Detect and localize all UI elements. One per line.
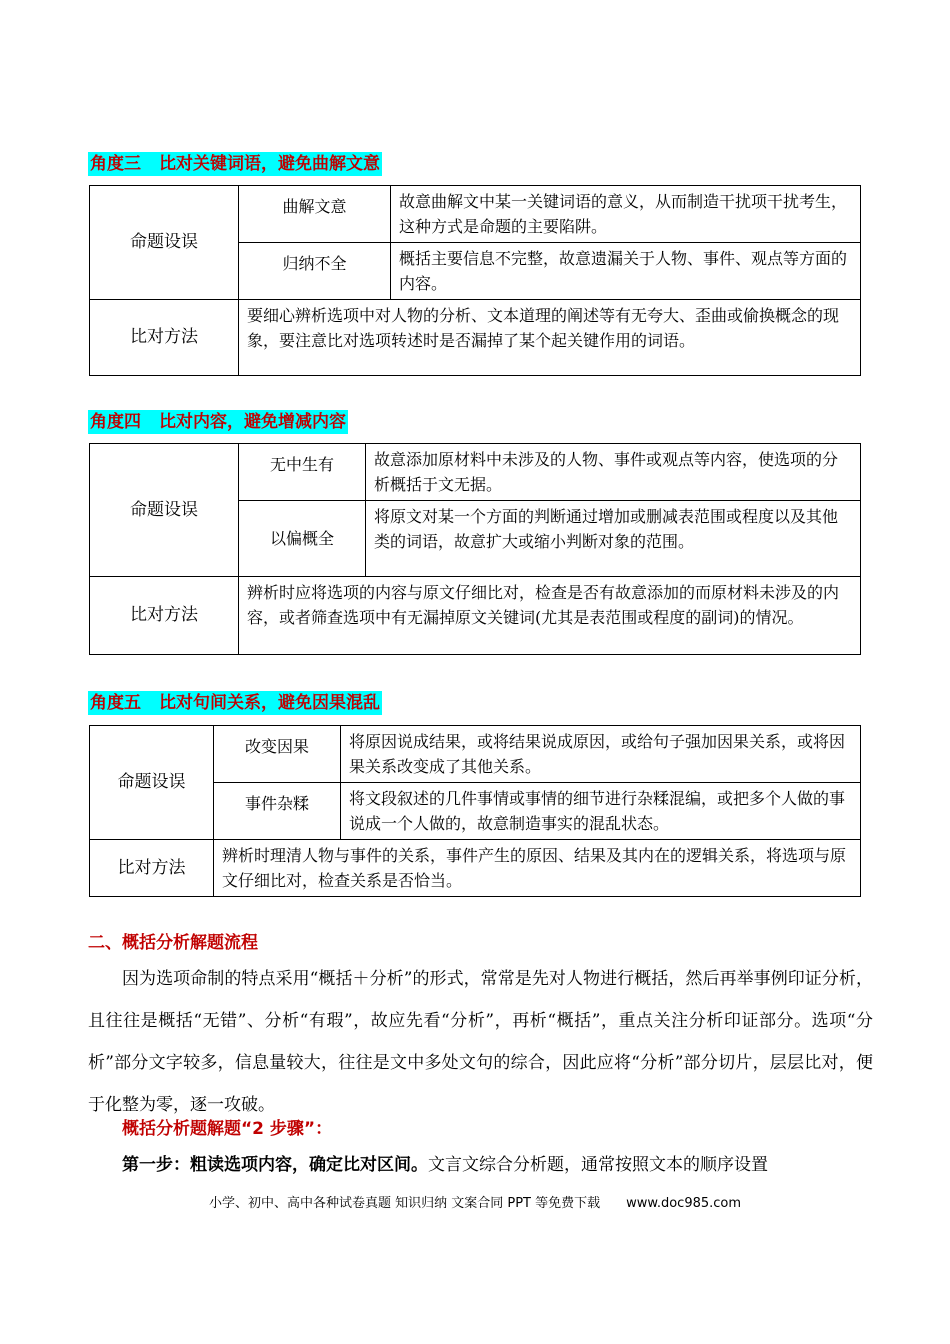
error-type: 曲解文意 bbox=[239, 186, 391, 243]
setup-label: 命题设误 bbox=[90, 186, 239, 300]
section5-table bbox=[89, 725, 861, 897]
section3-subtitle: 比对关键词语，避免曲解文意 bbox=[159, 154, 380, 174]
error-type: 无中生有 bbox=[239, 444, 366, 501]
footer-url[interactable]: www.doc985.com bbox=[626, 1196, 742, 1211]
step1-line bbox=[122, 1150, 768, 1175]
method-label: 比对方法 bbox=[90, 840, 214, 897]
section4-table bbox=[89, 443, 861, 655]
method-label: 比对方法 bbox=[90, 577, 239, 655]
section3-table bbox=[89, 185, 861, 376]
method-description: 要细心辨析选项中对人物的分析、文本道理的阐述等有无夸大、歪曲或偷换概念的现象，要注意比对选项转述时是否漏掉了某个起关键作用的词语。 bbox=[239, 300, 861, 376]
step1-heading: 第一步：粗读选项内容，确定比对区间。 bbox=[122, 1155, 428, 1175]
section5-title: 角度五 bbox=[90, 693, 141, 713]
section4-subtitle: 比对内容，避免增减内容 bbox=[159, 412, 346, 432]
error-description: 故意添加原材料中未涉及的人物、事件或观点等内容，使选项的分析概括于文无据。 bbox=[366, 444, 861, 501]
error-description: 概括主要信息不完整，故意遗漏关于人物、事件、观点等方面的内容。 bbox=[391, 243, 861, 300]
setup-label: 命题设误 bbox=[90, 444, 239, 577]
part2-paragraph: 因为选项命制的特点采用“概括＋分析”的形式，常常是先对人物进行概括，然后再举事例印证分析，且往往是概括“无错”、分析“有瑕”，故应先看“分析”，再析“概括”，重点关注分析印证部分。选项“分析”部分文字较多，信息量较大，往往是文中多处文句的综合，因此应将“分析”部分切片，层层比对，便于化整为零，逐一攻破。 bbox=[88, 969, 873, 1115]
part2-title: 二、概括分析解题流程 bbox=[88, 933, 258, 953]
section3-heading bbox=[88, 152, 382, 176]
step1-text: 文言文综合分析题，通常按照文本的顺序设置 bbox=[428, 1155, 768, 1175]
steps-title: 概括分析题解题“2 步骤”： bbox=[122, 1119, 333, 1139]
section5-heading bbox=[88, 691, 382, 715]
error-type: 改变因果 bbox=[214, 726, 341, 783]
page-footer bbox=[0, 1192, 950, 1211]
error-type: 事件杂糅 bbox=[214, 783, 341, 840]
error-description: 将文段叙述的几件事情或事情的细节进行杂糅混编，或把多个人做的事说成一个人做的，故意制造事实的混乱状态。 bbox=[341, 783, 861, 840]
method-label: 比对方法 bbox=[90, 300, 239, 376]
section3-title: 角度三 bbox=[90, 154, 141, 174]
method-description: 辨析时理清人物与事件的关系，事件产生的原因、结果及其内在的逻辑关系，将选项与原文仔细比对，检查关系是否恰当。 bbox=[214, 840, 861, 897]
error-description: 将原因说成结果，或将结果说成原因，或给句子强加因果关系，或将因果关系改变成了其他关系。 bbox=[341, 726, 861, 783]
error-type: 以偏概全 bbox=[239, 501, 366, 577]
section5-subtitle: 比对句间关系，避免因果混乱 bbox=[159, 693, 380, 713]
error-type: 归纳不全 bbox=[239, 243, 391, 300]
setup-label: 命题设误 bbox=[90, 726, 214, 840]
method-description: 辨析时应将选项的内容与原文仔细比对，检查是否有故意添加的而原材料未涉及的内容，或者筛查选项中有无漏掉原文关键词(尤其是表范围或程度的副词)的情况。 bbox=[239, 577, 861, 655]
error-description: 故意曲解文中某一关键词语的意义，从而制造干扰项干扰考生，这种方式是命题的主要陷阱。 bbox=[391, 186, 861, 243]
section4-title: 角度四 bbox=[90, 412, 141, 432]
section4-heading bbox=[88, 410, 348, 434]
footer-text: 小学、初中、高中各种试卷真题 知识归纳 文案合同 PPT 等免费下载 bbox=[208, 1196, 601, 1211]
error-description: 将原文对某一个方面的判断通过增加或删减表范围或程度以及其他类的词语，故意扩大或缩小判断对象的范围。 bbox=[366, 501, 861, 577]
